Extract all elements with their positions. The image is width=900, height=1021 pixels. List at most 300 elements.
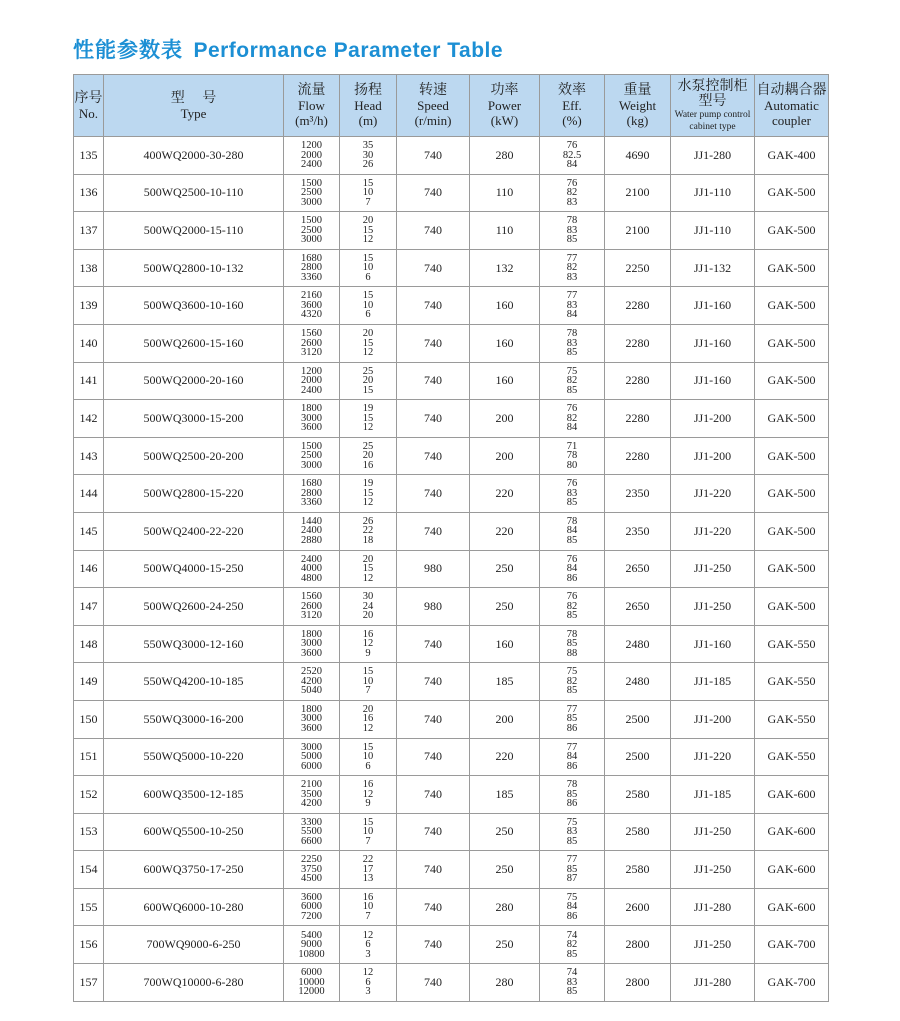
cell-eff-value: 76 <box>566 140 578 152</box>
cell-flow-value: 2520 <box>301 666 322 678</box>
cell-cabinet: JJ1-185 <box>671 663 755 701</box>
cell-head-value: 6 <box>365 271 371 283</box>
cell-type: 550WQ5000-10-220 <box>104 738 284 776</box>
cell-eff-value: 77 <box>566 741 578 753</box>
cell-cabinet: JJ1-160 <box>671 625 755 663</box>
cell-power: 110 <box>470 174 540 212</box>
cell-flow-value: 4500 <box>301 873 322 885</box>
cell-flow-value: 1680 <box>301 478 322 490</box>
cell-head-value: 12 <box>362 929 374 941</box>
cell-no: 145 <box>74 512 104 550</box>
cell-type: 500WQ4000-15-250 <box>104 550 284 588</box>
cell-flow-value: 1800 <box>301 403 322 415</box>
cell-eff-value: 75 <box>566 666 578 678</box>
cell-flow <box>284 400 340 438</box>
header-coupler: 自动耦合器 Automatic coupler <box>755 75 829 137</box>
cell-cabinet: JJ1-280 <box>671 137 755 175</box>
cell-eff <box>540 888 605 926</box>
cell-eff <box>540 362 605 400</box>
cell-weight: 2580 <box>605 851 671 889</box>
cell-flow <box>284 738 340 776</box>
cell-no: 138 <box>74 249 104 287</box>
cell-head-value: 12 <box>362 422 374 434</box>
cell-coupler: GAK-600 <box>755 851 829 889</box>
cell-coupler: GAK-500 <box>755 212 829 250</box>
cell-head-value: 3 <box>365 948 371 960</box>
cell-eff-value: 83 <box>566 299 578 311</box>
cell-head-value: 13 <box>362 873 374 885</box>
cell-speed: 740 <box>397 249 470 287</box>
cell-head-value: 10 <box>362 901 374 913</box>
cell-flow-value: 9000 <box>301 939 322 951</box>
cell-flow-value: 2800 <box>301 487 322 499</box>
header-power: 功率 Power (kW) <box>470 75 540 137</box>
cell-type: 700WQ10000-6-280 <box>104 964 284 1002</box>
cell-head-value: 9 <box>365 647 371 659</box>
cell-flow-value: 3000 <box>301 713 322 725</box>
cell-head-value: 20 <box>362 215 374 227</box>
cell-eff <box>540 926 605 964</box>
table-row <box>74 437 829 475</box>
cell-flow <box>284 437 340 475</box>
cell-flow-value: 4200 <box>301 798 322 810</box>
cell-eff-value: 83 <box>566 487 578 499</box>
cell-weight: 2800 <box>605 964 671 1002</box>
cell-power: 160 <box>470 625 540 663</box>
cell-flow <box>284 249 340 287</box>
cell-power: 110 <box>470 212 540 250</box>
cell-eff-value: 74 <box>566 929 578 941</box>
cell-power: 185 <box>470 776 540 814</box>
cell-head <box>340 625 397 663</box>
cell-eff-value: 71 <box>566 440 578 452</box>
cell-head-value: 7 <box>365 196 371 208</box>
cell-cabinet: JJ1-220 <box>671 475 755 513</box>
cell-eff-value: 84 <box>566 563 578 575</box>
cell-head <box>340 663 397 701</box>
cell-head <box>340 550 397 588</box>
cell-head-value: 15 <box>362 177 374 189</box>
cell-flow-value: 2000 <box>301 375 322 387</box>
cell-weight: 2500 <box>605 700 671 738</box>
cell-flow <box>284 700 340 738</box>
cell-speed: 980 <box>397 550 470 588</box>
table-row <box>74 174 829 212</box>
cell-coupler: GAK-500 <box>755 400 829 438</box>
cell-coupler: GAK-500 <box>755 174 829 212</box>
table-row <box>74 212 829 250</box>
cell-eff-value: 78 <box>566 215 578 227</box>
cell-eff-value: 84 <box>566 159 578 171</box>
cell-head-value: 26 <box>362 159 374 171</box>
cell-speed: 740 <box>397 926 470 964</box>
cell-eff-value: 75 <box>566 365 578 377</box>
cell-coupler: GAK-500 <box>755 588 829 626</box>
cell-flow <box>284 964 340 1002</box>
cell-power: 160 <box>470 362 540 400</box>
cell-flow-value: 3120 <box>301 610 322 622</box>
cell-flow-value: 2000 <box>301 149 322 161</box>
cell-coupler: GAK-500 <box>755 437 829 475</box>
cell-eff-value: 76 <box>566 478 578 490</box>
cell-cabinet: JJ1-250 <box>671 550 755 588</box>
cell-power: 200 <box>470 437 540 475</box>
cell-eff-value: 84 <box>566 751 578 763</box>
cell-no: 139 <box>74 287 104 325</box>
cell-flow <box>284 137 340 175</box>
cell-type: 500WQ2000-15-110 <box>104 212 284 250</box>
cell-head-value: 22 <box>362 854 374 866</box>
cell-flow-value: 3300 <box>301 816 322 828</box>
cell-type: 700WQ9000-6-250 <box>104 926 284 964</box>
cell-coupler: GAK-550 <box>755 738 829 776</box>
cell-power: 280 <box>470 137 540 175</box>
cell-eff-value: 82 <box>566 675 578 687</box>
cell-head-value: 10 <box>362 826 374 838</box>
cell-flow-value: 2500 <box>301 224 322 236</box>
cell-power: 220 <box>470 512 540 550</box>
cell-type: 500WQ3600-10-160 <box>104 287 284 325</box>
cell-no: 143 <box>74 437 104 475</box>
cell-cabinet: JJ1-160 <box>671 362 755 400</box>
cell-eff <box>540 813 605 851</box>
cell-eff-value: 77 <box>566 703 578 715</box>
cell-type: 500WQ2800-15-220 <box>104 475 284 513</box>
cell-head-value: 15 <box>362 412 374 424</box>
cell-eff-value: 85 <box>566 347 578 359</box>
cell-eff-value: 85 <box>566 835 578 847</box>
cell-no: 142 <box>74 400 104 438</box>
table-row <box>74 512 829 550</box>
cell-head-value: 16 <box>362 779 374 791</box>
cell-head-value: 10 <box>362 299 374 311</box>
cell-power: 160 <box>470 287 540 325</box>
cell-eff-value: 86 <box>566 798 578 810</box>
cell-eff <box>540 512 605 550</box>
cell-power: 250 <box>470 851 540 889</box>
cell-flow <box>284 813 340 851</box>
table-row <box>74 475 829 513</box>
cell-head-value: 10 <box>362 751 374 763</box>
cell-head-value: 15 <box>362 224 374 236</box>
cell-flow-value: 3000 <box>301 412 322 424</box>
cell-eff-value: 83 <box>566 196 578 208</box>
cell-eff-value: 85 <box>566 788 578 800</box>
cell-head <box>340 738 397 776</box>
cell-speed: 980 <box>397 588 470 626</box>
cell-flow-value: 3000 <box>301 234 322 246</box>
cell-flow <box>284 512 340 550</box>
cell-no: 141 <box>74 362 104 400</box>
cell-no: 152 <box>74 776 104 814</box>
cell-power: 200 <box>470 400 540 438</box>
cell-eff <box>540 663 605 701</box>
table-row <box>74 362 829 400</box>
cell-speed: 740 <box>397 700 470 738</box>
cell-eff-value: 85 <box>566 234 578 246</box>
cell-flow <box>284 588 340 626</box>
cell-head-value: 20 <box>362 610 374 622</box>
cell-eff-value: 86 <box>566 760 578 772</box>
cell-head-value: 10 <box>362 262 374 274</box>
cell-head <box>340 512 397 550</box>
cell-no: 137 <box>74 212 104 250</box>
cell-eff-value: 83 <box>566 337 578 349</box>
cell-eff-value: 76 <box>566 591 578 603</box>
cell-flow-value: 10800 <box>298 948 325 960</box>
cell-no: 148 <box>74 625 104 663</box>
cell-eff-value: 82 <box>566 600 578 612</box>
cell-flow <box>284 776 340 814</box>
cell-eff-value: 84 <box>566 309 578 321</box>
cell-eff-value: 85 <box>566 863 578 875</box>
cell-head-value: 19 <box>362 478 374 490</box>
cell-eff-value: 82 <box>566 412 578 424</box>
cell-eff-value: 85 <box>566 638 578 650</box>
cell-weight: 2650 <box>605 588 671 626</box>
cell-no: 155 <box>74 888 104 926</box>
cell-eff <box>540 776 605 814</box>
cell-no: 149 <box>74 663 104 701</box>
cell-head <box>340 362 397 400</box>
cell-weight: 2580 <box>605 813 671 851</box>
cell-no: 156 <box>74 926 104 964</box>
cell-eff-value: 83 <box>566 826 578 838</box>
cell-cabinet: JJ1-200 <box>671 437 755 475</box>
cell-type: 500WQ3000-15-200 <box>104 400 284 438</box>
cell-head-value: 26 <box>362 515 374 527</box>
cell-flow-value: 1200 <box>301 365 322 377</box>
cell-cabinet: JJ1-280 <box>671 888 755 926</box>
cell-head-value: 15 <box>362 290 374 302</box>
cell-head-value: 12 <box>362 497 374 509</box>
cell-weight: 2600 <box>605 888 671 926</box>
cell-flow-value: 1800 <box>301 703 322 715</box>
cell-eff-value: 85 <box>566 713 578 725</box>
cell-head <box>340 212 397 250</box>
cell-coupler: GAK-600 <box>755 776 829 814</box>
cell-head-value: 16 <box>362 459 374 471</box>
cell-speed: 740 <box>397 776 470 814</box>
header-no: 序号 No. <box>74 75 104 137</box>
cell-head-value: 15 <box>362 487 374 499</box>
cell-type: 600WQ3500-12-185 <box>104 776 284 814</box>
cell-speed: 740 <box>397 400 470 438</box>
table-row <box>74 700 829 738</box>
cell-head-value: 19 <box>362 403 374 415</box>
cell-flow-value: 3120 <box>301 347 322 359</box>
cell-head <box>340 437 397 475</box>
cell-head-value: 7 <box>365 685 371 697</box>
cell-flow-value: 2500 <box>301 187 322 199</box>
cell-flow-value: 3500 <box>301 788 322 800</box>
cell-flow-value: 2600 <box>301 337 322 349</box>
cell-head-value: 25 <box>362 440 374 452</box>
cell-head-value: 6 <box>365 760 371 772</box>
cell-head-value: 20 <box>362 703 374 715</box>
cell-head <box>340 776 397 814</box>
header-eff: 效率 Eff. (%) <box>540 75 605 137</box>
cell-flow-value: 2400 <box>301 525 322 537</box>
page-title-cn: 性能参数表 <box>73 39 183 62</box>
cell-cabinet: JJ1-160 <box>671 287 755 325</box>
cell-type: 600WQ5500-10-250 <box>104 813 284 851</box>
cell-type: 500WQ2500-10-110 <box>104 174 284 212</box>
cell-type: 500WQ2600-24-250 <box>104 588 284 626</box>
cell-coupler: GAK-600 <box>755 813 829 851</box>
cell-eff-value: 78 <box>566 628 578 640</box>
cell-head-value: 12 <box>362 572 374 584</box>
cell-flow <box>284 475 340 513</box>
cell-head-value: 3 <box>365 986 371 998</box>
cell-speed: 740 <box>397 964 470 1002</box>
cell-flow <box>284 663 340 701</box>
cell-flow-value: 1500 <box>301 440 322 452</box>
cell-head-value: 10 <box>362 675 374 687</box>
cell-flow-value: 6000 <box>301 760 322 772</box>
cell-type: 500WQ2800-10-132 <box>104 249 284 287</box>
header-speed: 转速 Speed (r/min) <box>397 75 470 137</box>
cell-head-value: 12 <box>362 788 374 800</box>
cell-power: 132 <box>470 249 540 287</box>
cell-power: 250 <box>470 550 540 588</box>
cell-weight: 2280 <box>605 324 671 362</box>
cell-speed: 740 <box>397 212 470 250</box>
cell-weight: 2800 <box>605 926 671 964</box>
cell-eff-value: 86 <box>566 722 578 734</box>
cell-head <box>340 813 397 851</box>
cell-speed: 740 <box>397 137 470 175</box>
cell-eff-value: 85 <box>566 384 578 396</box>
cell-type: 500WQ2500-20-200 <box>104 437 284 475</box>
cell-cabinet: JJ1-110 <box>671 212 755 250</box>
cell-flow-value: 1440 <box>301 515 322 527</box>
cell-head-value: 30 <box>362 591 374 603</box>
cell-coupler: GAK-700 <box>755 964 829 1002</box>
cell-flow-value: 2880 <box>301 534 322 546</box>
cell-head-value: 12 <box>362 638 374 650</box>
cell-head-value: 6 <box>365 939 371 951</box>
cell-weight: 2280 <box>605 362 671 400</box>
cell-head-value: 12 <box>362 234 374 246</box>
cell-eff-value: 83 <box>566 224 578 236</box>
cell-head <box>340 888 397 926</box>
cell-weight: 2280 <box>605 437 671 475</box>
cell-flow-value: 5500 <box>301 826 322 838</box>
cell-head-value: 15 <box>362 666 374 678</box>
cell-type: 550WQ4200-10-185 <box>104 663 284 701</box>
cell-eff-value: 85 <box>566 685 578 697</box>
cell-flow-value: 3000 <box>301 459 322 471</box>
cell-flow-value: 1500 <box>301 215 322 227</box>
table-header-row <box>74 75 829 137</box>
cell-head-value: 12 <box>362 967 374 979</box>
cell-flow-value: 3600 <box>301 647 322 659</box>
cell-eff-value: 84 <box>566 422 578 434</box>
cell-eff <box>540 400 605 438</box>
cell-head-value: 15 <box>362 563 374 575</box>
cell-head-value: 15 <box>362 384 374 396</box>
cell-weight: 2350 <box>605 512 671 550</box>
cell-flow <box>284 550 340 588</box>
cell-weight: 2100 <box>605 174 671 212</box>
cell-speed: 740 <box>397 174 470 212</box>
cell-type: 500WQ2000-20-160 <box>104 362 284 400</box>
cell-flow-value: 3600 <box>301 422 322 434</box>
table-body <box>74 137 829 1002</box>
cell-eff-value: 76 <box>566 177 578 189</box>
cell-weight: 2280 <box>605 287 671 325</box>
header-weight: 重量 Weight (kg) <box>605 75 671 137</box>
cell-flow <box>284 287 340 325</box>
cell-eff-value: 85 <box>566 534 578 546</box>
cell-flow-value: 3600 <box>301 891 322 903</box>
cell-flow-value: 3000 <box>301 196 322 208</box>
cell-type: 500WQ2600-15-160 <box>104 324 284 362</box>
cell-flow-value: 2500 <box>301 450 322 462</box>
cell-coupler: GAK-400 <box>755 137 829 175</box>
cell-eff-value: 78 <box>566 779 578 791</box>
cell-speed: 740 <box>397 813 470 851</box>
cell-eff-value: 77 <box>566 290 578 302</box>
page-title <box>73 34 503 70</box>
cell-flow-value: 10000 <box>298 976 325 988</box>
cell-eff-value: 77 <box>566 854 578 866</box>
cell-flow-value: 1500 <box>301 177 322 189</box>
cell-eff <box>540 625 605 663</box>
cell-weight: 2480 <box>605 625 671 663</box>
cell-head <box>340 475 397 513</box>
cell-head-value: 15 <box>362 337 374 349</box>
cell-eff-value: 84 <box>566 525 578 537</box>
cell-head <box>340 287 397 325</box>
cell-weight: 2480 <box>605 663 671 701</box>
cell-eff <box>540 475 605 513</box>
cell-head-value: 6 <box>365 309 371 321</box>
cell-power: 250 <box>470 588 540 626</box>
cell-head-value: 25 <box>362 365 374 377</box>
cell-head-value: 20 <box>362 328 374 340</box>
table-row <box>74 926 829 964</box>
cell-eff <box>540 588 605 626</box>
cell-head-value: 15 <box>362 816 374 828</box>
cell-flow-value: 2250 <box>301 854 322 866</box>
cell-no: 140 <box>74 324 104 362</box>
cell-type: 600WQ3750-17-250 <box>104 851 284 889</box>
cell-speed: 740 <box>397 437 470 475</box>
cell-cabinet: JJ1-280 <box>671 964 755 1002</box>
cell-flow-value: 4000 <box>301 563 322 575</box>
cell-speed: 740 <box>397 738 470 776</box>
cell-flow-value: 6000 <box>301 901 322 913</box>
cell-eff-value: 75 <box>566 891 578 903</box>
cell-weight: 4690 <box>605 137 671 175</box>
cell-head <box>340 588 397 626</box>
header-type: 型 号 Type <box>104 75 284 137</box>
cell-eff <box>540 550 605 588</box>
table-row <box>74 249 829 287</box>
cell-eff-value: 83 <box>566 271 578 283</box>
cell-speed: 740 <box>397 362 470 400</box>
cell-speed: 740 <box>397 475 470 513</box>
cell-eff-value: 87 <box>566 873 578 885</box>
cell-eff-value: 82 <box>566 262 578 274</box>
table-row <box>74 550 829 588</box>
cell-power: 250 <box>470 813 540 851</box>
cell-flow-value: 2160 <box>301 290 322 302</box>
cell-power: 160 <box>470 324 540 362</box>
cell-coupler: GAK-500 <box>755 362 829 400</box>
